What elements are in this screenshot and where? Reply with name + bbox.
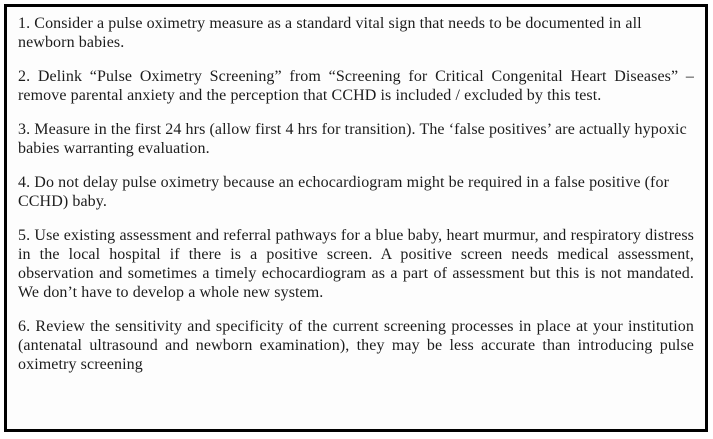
list-item-1: 1. Consider a pulse oximetry measure as a standard vital sign that needs to be documented in all newborn babies.: [18, 15, 642, 51]
list-item-5: 5. Use existing assessment and referral pathways for a blue baby, heart murmur, and respiratory distress in the local hospital if there is a positive screen. A positive screen needs medical assessment, observation and sometimes a timely echocardiogram as a part of assessment but this is not mandated. We don’t have to develop a whole new system.: [18, 227, 694, 301]
list-item-4: 4. Do not delay pulse oximetry because an echocardiogram might be required in a false positive (for CCHD) baby.: [18, 174, 670, 210]
recommendations-text-box: [4, 4, 708, 432]
list-item-2: 2. Delink “Pulse Oximetry Screening” from “Screening for Critical Congenital Heart Diseases” – remove parental anxiety and the perception that CCHD is included / excluded by this test.: [18, 68, 694, 104]
list-item-6: 6. Review the sensitivity and specificity of the current screening processes in place at your institution (antenatal ultrasound and newborn examination), they may be less accurate than introducing pulse oximetry screening: [18, 318, 694, 373]
list-item-3: 3. Measure in the first 24 hrs (allow first 4 hrs for transition). The ‘false positives’ are actually hypoxic babies warranting evaluation.: [18, 121, 687, 157]
